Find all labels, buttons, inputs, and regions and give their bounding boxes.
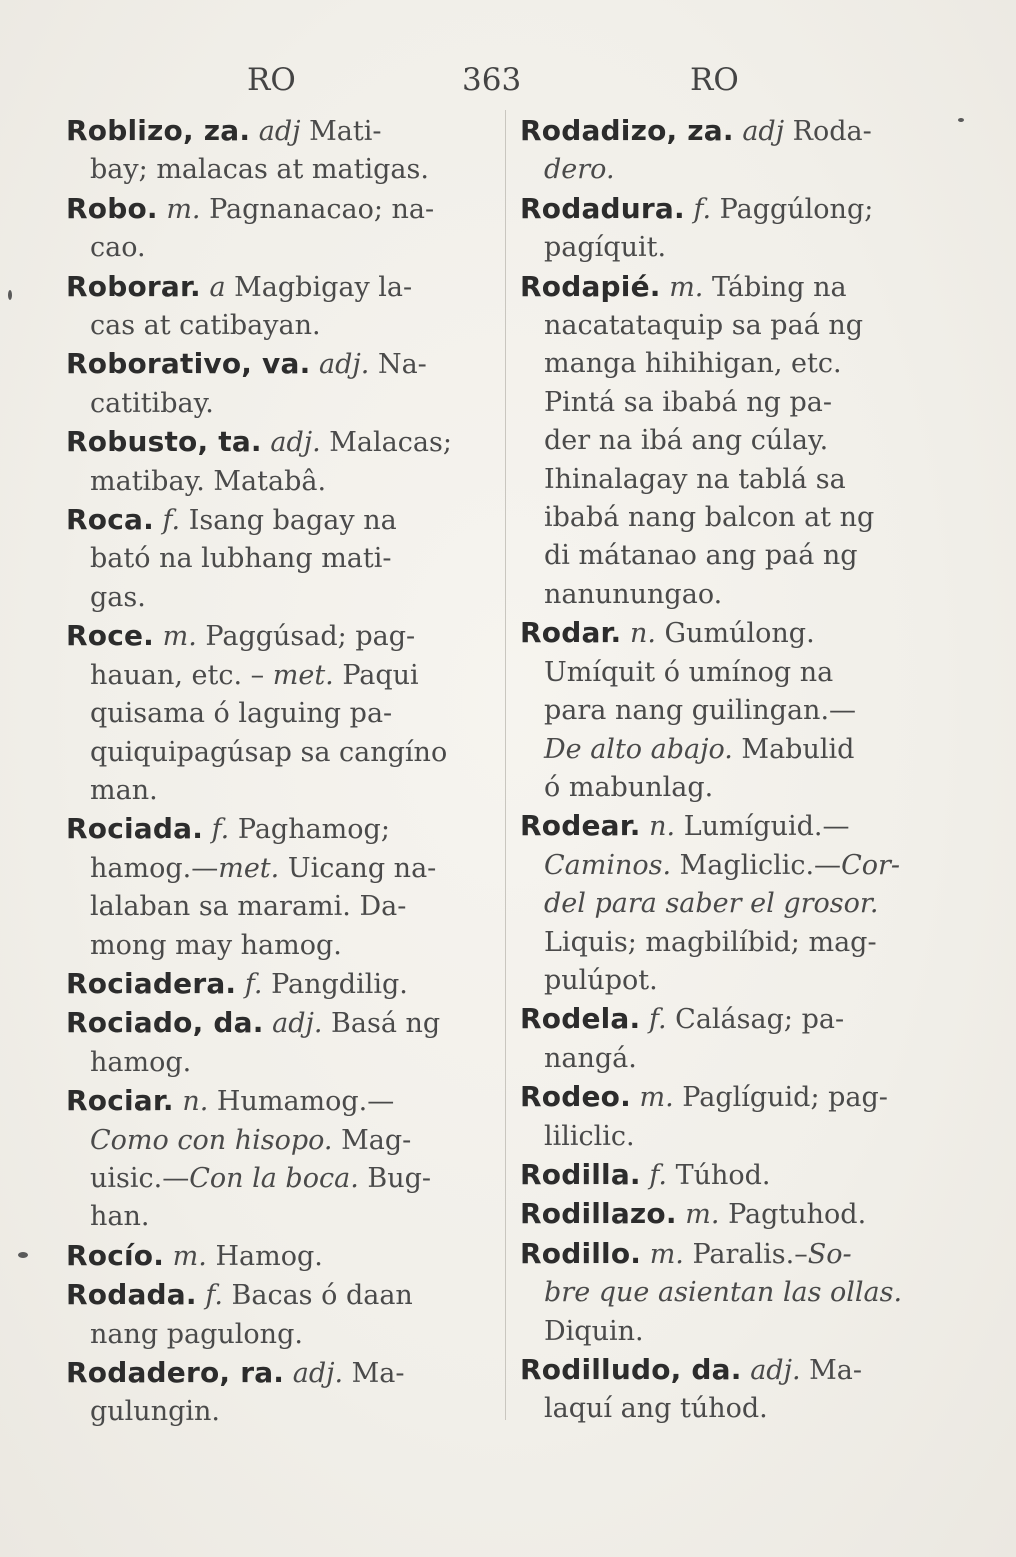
definition-text: laquí ang túhod.	[544, 1393, 768, 1425]
dictionary-entry	[66, 1354, 486, 1432]
part-of-speech: f.	[649, 1159, 667, 1191]
dictionary-entry	[520, 614, 930, 807]
definition-text: Na-	[369, 349, 427, 381]
dictionary-entry	[520, 1235, 930, 1351]
dictionary-entry	[520, 1156, 930, 1195]
headword: Rociar.	[66, 1084, 174, 1118]
definition-text	[154, 621, 163, 652]
headword: Rociada.	[66, 812, 204, 846]
definition-text: uisic.—	[90, 1162, 190, 1194]
headword: Roborativo, va.	[66, 347, 311, 381]
part-of-speech: adj.	[270, 427, 321, 459]
definition-text: Malacas;	[320, 427, 452, 459]
definition-text: Lumíguid.—	[675, 811, 850, 843]
header-left-guide: RO	[247, 62, 296, 98]
headword: Rodadizo, za.	[520, 114, 734, 147]
definition-text: Pagtuhod.	[719, 1199, 867, 1231]
definition-text: Bacas ó daan	[222, 1280, 413, 1312]
dictionary-entry	[66, 1082, 486, 1237]
dictionary-entry	[66, 1004, 486, 1082]
definition-text: di mátanao ang paá ng	[544, 540, 858, 572]
italic-phrase: Cor-	[841, 849, 901, 881]
definition-text: Paglíguid; pag-	[673, 1082, 888, 1114]
definition-text: Liquis; magbilíbid; mag-	[544, 926, 877, 958]
italic-phrase: dero.	[544, 154, 615, 186]
italic-phrase: Con la boca.	[189, 1162, 359, 1194]
definition-text: Paghamog;	[229, 814, 390, 846]
definition-text: Túhod.	[666, 1159, 771, 1191]
part-of-speech: m.	[649, 1238, 684, 1270]
headword: Rodilla.	[520, 1157, 641, 1191]
definition-text: cas at catibayan.	[90, 310, 321, 342]
part-of-speech: f.	[244, 968, 263, 1000]
definition-text: gulungin.	[90, 1396, 220, 1428]
definition-text: Isang bagay na	[180, 505, 397, 537]
headword: Roce.	[66, 619, 155, 653]
definition-text: liliclic.	[544, 1120, 635, 1152]
definition-text: pagíquit.	[544, 232, 667, 264]
part-of-speech: adj.	[272, 1008, 323, 1040]
definition-text	[154, 505, 163, 536]
definition-text: Diquin.	[544, 1315, 644, 1347]
dictionary-entry	[66, 268, 486, 346]
italic-phrase: met.	[218, 852, 280, 884]
ink-speck	[958, 118, 964, 122]
definition-text: Ma-	[343, 1358, 405, 1389]
definition-text: ó mabunlag.	[544, 771, 714, 803]
part-of-speech: a	[209, 271, 226, 303]
definition-text	[641, 811, 650, 842]
definition-text	[236, 969, 245, 1000]
definition-text: lalaban sa marami. Da-	[90, 891, 407, 923]
definition-text: ibabá nang balcon at ng	[544, 502, 875, 534]
definition-text: Pintá sa ibabá ng pa-	[544, 386, 832, 418]
italic-phrase: Como con hisopo.	[90, 1124, 333, 1156]
dictionary-entry	[520, 190, 930, 268]
headword: Rodar.	[520, 616, 622, 650]
headword: Robusto, ta.	[66, 425, 262, 459]
headword: Roborar.	[66, 269, 201, 303]
definition-text: mong may hamog.	[90, 929, 342, 961]
page-number: 363	[462, 62, 522, 98]
header-right-guide: RO	[690, 62, 739, 98]
running-header	[0, 62, 1016, 102]
part-of-speech: adj	[742, 116, 785, 147]
definition-text	[661, 272, 670, 303]
definition-text: hamog.—	[90, 852, 219, 884]
definition-text: Hamog.	[206, 1240, 323, 1272]
dictionary-entry	[66, 423, 486, 501]
part-of-speech: m.	[685, 1199, 720, 1231]
headword: Rocío.	[66, 1238, 165, 1272]
definition-text: bató na lubhang mati-	[90, 543, 392, 575]
dictionary-entry	[66, 1276, 486, 1354]
definition-text: Basá ng	[322, 1008, 441, 1040]
dictionary-entry	[66, 965, 486, 1004]
definition-text	[742, 1355, 751, 1386]
part-of-speech: f.	[205, 1280, 223, 1312]
definition-text	[631, 1082, 640, 1113]
dictionary-entry	[66, 810, 486, 965]
definition-text: Paggúlong;	[711, 193, 874, 225]
definition-text: der na ibá ang cúlay.	[544, 425, 829, 457]
definition-text: quisama ó laguing pa-	[90, 698, 393, 730]
dictionary-entry	[66, 1237, 486, 1276]
definition-text: para nang guilingan.—	[544, 695, 857, 727]
dictionary-entry	[66, 617, 486, 810]
headword: Rociado, da.	[66, 1006, 264, 1040]
italic-phrase: bre que asientan las ollas.	[544, 1277, 903, 1309]
headword: Rodilludo, da.	[520, 1353, 742, 1386]
definition-text: quiquipagúsap sa cangíno	[90, 736, 448, 768]
headword: Rodela.	[520, 1002, 641, 1036]
definition-text: Ma-	[800, 1355, 862, 1386]
ink-speck	[8, 290, 12, 300]
definition-text: Gumúlong.	[655, 618, 815, 650]
definition-text	[164, 1241, 173, 1272]
definition-text: han.	[90, 1201, 150, 1233]
definition-text: Roda-	[784, 116, 872, 147]
italic-phrase: del para saber el grosor.	[544, 888, 879, 920]
definition-text: nangá.	[544, 1042, 637, 1074]
definition-text	[310, 349, 319, 380]
definition-text: Pagnanacao; na-	[200, 193, 435, 225]
dictionary-entry	[520, 268, 930, 615]
part-of-speech: f.	[648, 1004, 667, 1036]
definition-text	[203, 814, 212, 845]
headword: Rodadero, ra.	[66, 1356, 285, 1389]
dictionary-entry	[66, 345, 486, 423]
definition-text: gas.	[90, 581, 146, 613]
dictionary-entry	[520, 1000, 930, 1078]
definition-text: Ihinalagay na tablá sa	[544, 463, 846, 495]
definition-text: hamog.	[90, 1046, 192, 1078]
definition-text: catitibay.	[90, 387, 214, 419]
definition-text	[250, 116, 259, 147]
definition-text	[677, 1199, 686, 1230]
dictionary-entry	[520, 112, 930, 190]
definition-text: nacatataquip sa paá ng	[544, 310, 864, 342]
dictionary-entry	[520, 1195, 930, 1234]
definition-text: Mabulid	[732, 733, 855, 765]
left-column	[66, 112, 486, 1432]
definition-text: Humamog.—	[208, 1086, 395, 1118]
definition-text	[621, 618, 630, 649]
headword: Rodillazo.	[520, 1197, 677, 1231]
headword: Rodada.	[66, 1278, 197, 1312]
part-of-speech: f.	[211, 814, 230, 846]
definition-text: Paqui	[333, 659, 419, 691]
definition-text: Pangdilig.	[262, 968, 408, 1000]
part-of-speech: n.	[649, 811, 676, 843]
definition-text: pulúpot.	[544, 964, 658, 996]
definition-text: hauan, etc. –	[90, 659, 273, 691]
dictionary-entry	[520, 1351, 930, 1429]
part-of-speech: n.	[629, 618, 656, 650]
part-of-speech: adj	[258, 116, 301, 147]
definition-text: nanunungao.	[544, 578, 723, 610]
dictionary-entry	[66, 501, 486, 617]
definition-text: Calásag; pa-	[666, 1004, 845, 1036]
headword: Roblizo, za.	[66, 114, 251, 147]
column-divider	[505, 110, 506, 1420]
definition-text: Tábing na	[703, 271, 847, 303]
definition-text: nang pagulong.	[90, 1318, 303, 1350]
part-of-speech: adj.	[319, 349, 370, 381]
headword: Rodeo.	[520, 1080, 631, 1114]
headword: Rodear.	[520, 809, 641, 843]
dictionary-entry	[520, 1078, 930, 1156]
dictionary-entry	[66, 190, 486, 268]
dictionary-entry	[520, 807, 930, 1000]
definition-text: Paggúsad; pag-	[196, 621, 416, 653]
italic-phrase: met.	[272, 659, 334, 691]
italic-phrase: Caminos.	[544, 849, 672, 881]
headword: Rodapié.	[520, 269, 661, 303]
definition-text: cao.	[90, 232, 146, 264]
part-of-speech: f.	[693, 193, 712, 225]
part-of-speech: adj.	[750, 1355, 801, 1386]
definition-text: matibay. Matabâ.	[90, 465, 327, 497]
part-of-speech: m.	[172, 1240, 207, 1272]
headword: Rodillo.	[520, 1236, 642, 1270]
definition-text	[641, 1239, 650, 1270]
definition-text: Bug-	[358, 1162, 432, 1194]
part-of-speech: m.	[669, 271, 704, 303]
headword: Roca.	[66, 503, 154, 537]
definition-text: bay; malacas at matigas.	[90, 154, 429, 186]
definition-text	[264, 1008, 273, 1039]
definition-text: Paralis.–	[683, 1238, 808, 1270]
definition-text: Magbigay la-	[225, 271, 413, 303]
part-of-speech: adj.	[292, 1358, 344, 1389]
definition-text: manga hihihigan, etc.	[544, 348, 842, 380]
definition-text: man.	[90, 774, 158, 806]
italic-phrase: So-	[807, 1238, 852, 1270]
part-of-speech: n.	[182, 1086, 209, 1118]
italic-phrase: De alto abajo.	[544, 733, 733, 765]
definition-text	[284, 1358, 293, 1389]
ink-speck	[18, 1252, 28, 1258]
headword: Rociadera.	[66, 966, 237, 1000]
part-of-speech: m.	[639, 1082, 674, 1114]
part-of-speech: m.	[166, 193, 201, 225]
headword: Rodadura.	[520, 191, 685, 225]
definition-text: Magliclic.—	[671, 849, 842, 881]
definition-text	[640, 1004, 649, 1035]
definition-text: Uicang na-	[279, 852, 437, 884]
right-column	[520, 112, 930, 1429]
part-of-speech: f.	[162, 505, 181, 537]
definition-text: Umíquit ó umínog na	[544, 656, 834, 688]
headword: Robo.	[66, 191, 158, 225]
definition-text: Mati-	[300, 116, 382, 147]
part-of-speech: m.	[162, 621, 197, 653]
dictionary-entry	[66, 112, 486, 190]
definition-text: Mag-	[332, 1124, 412, 1156]
